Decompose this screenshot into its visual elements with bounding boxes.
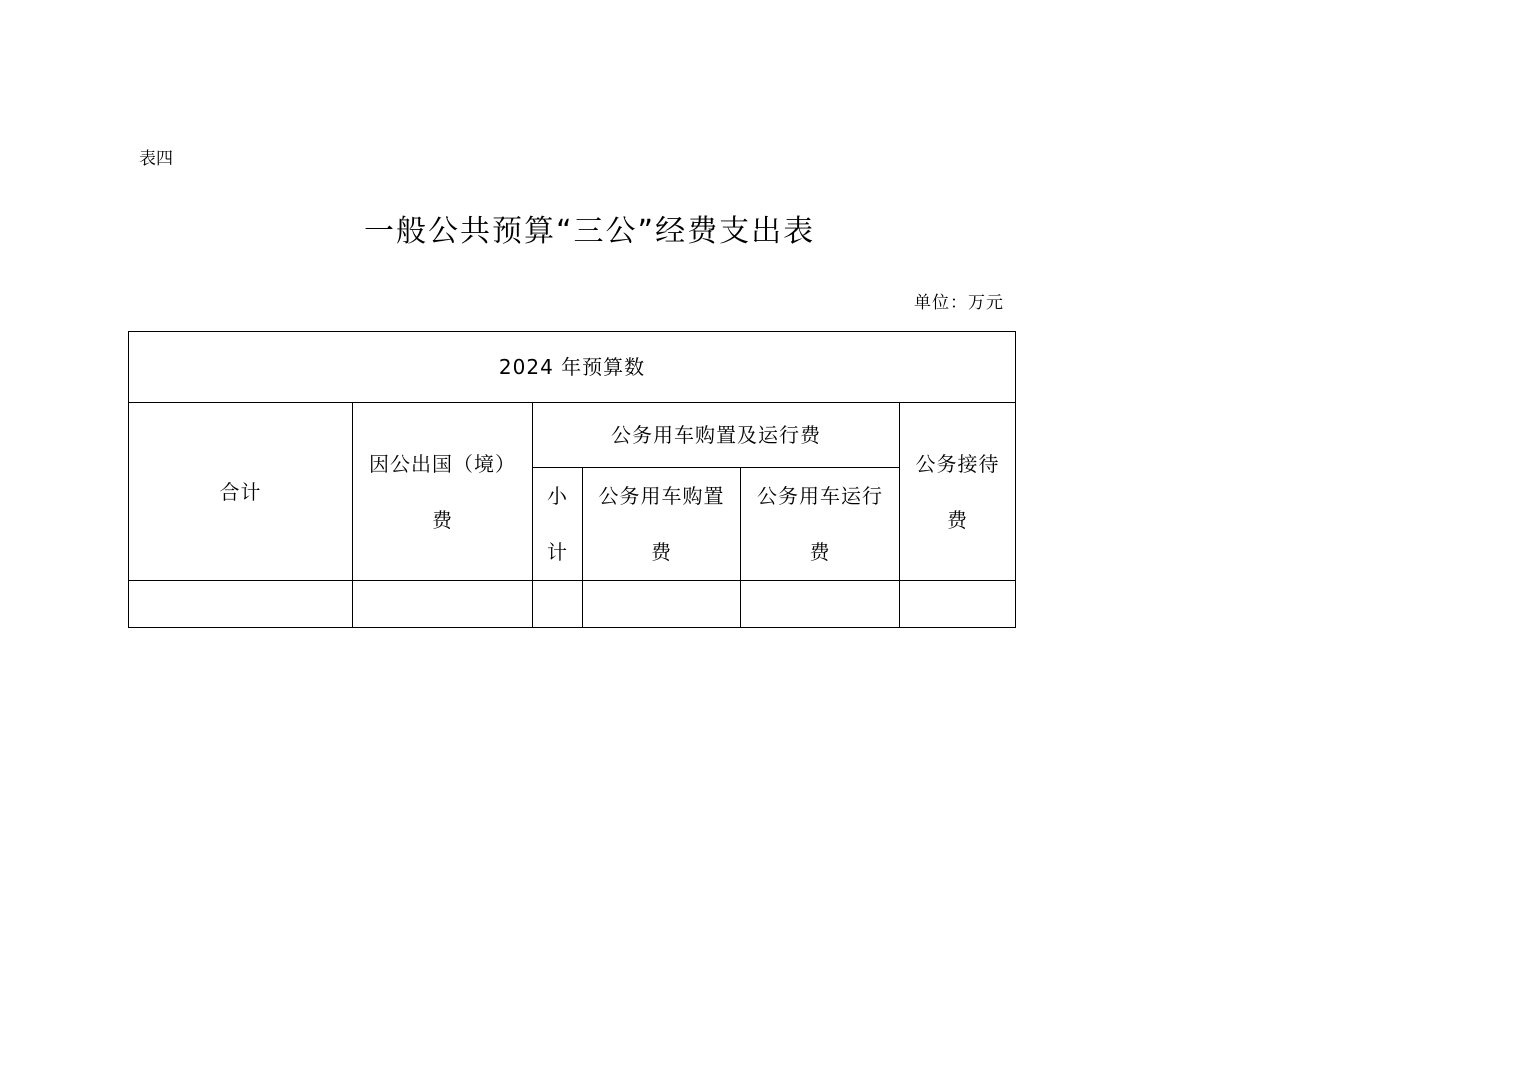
cell-vehicle-operation	[741, 581, 900, 628]
table-label: 表四	[139, 149, 173, 169]
header-abroad: 因公出国（境）费	[353, 403, 533, 581]
header-vehicle-operation: 公务用车运行费	[741, 468, 900, 581]
cell-vehicle-purchase	[583, 581, 741, 628]
cell-vehicle-subtotal	[533, 581, 583, 628]
budget-table	[128, 331, 1016, 628]
year-header-cell: 2024 年预算数	[129, 332, 1016, 403]
cell-abroad	[353, 581, 533, 628]
header-vehicle-group: 公务用车购置及运行费	[533, 403, 900, 468]
year-header-row	[129, 332, 1016, 403]
page-title: 一般公共预算“三公”经费支出表	[364, 214, 816, 249]
header-reception: 公务接待费	[900, 403, 1016, 581]
unit-label: 单位：万元	[914, 293, 1004, 313]
header-row-1	[129, 403, 1016, 468]
header-vehicle-purchase: 公务用车购置费	[583, 468, 741, 581]
cell-reception	[900, 581, 1016, 628]
header-total: 合计	[129, 403, 353, 581]
header-vehicle-subtotal: 小计	[533, 468, 583, 581]
table-row	[129, 581, 1016, 628]
cell-total	[129, 581, 353, 628]
